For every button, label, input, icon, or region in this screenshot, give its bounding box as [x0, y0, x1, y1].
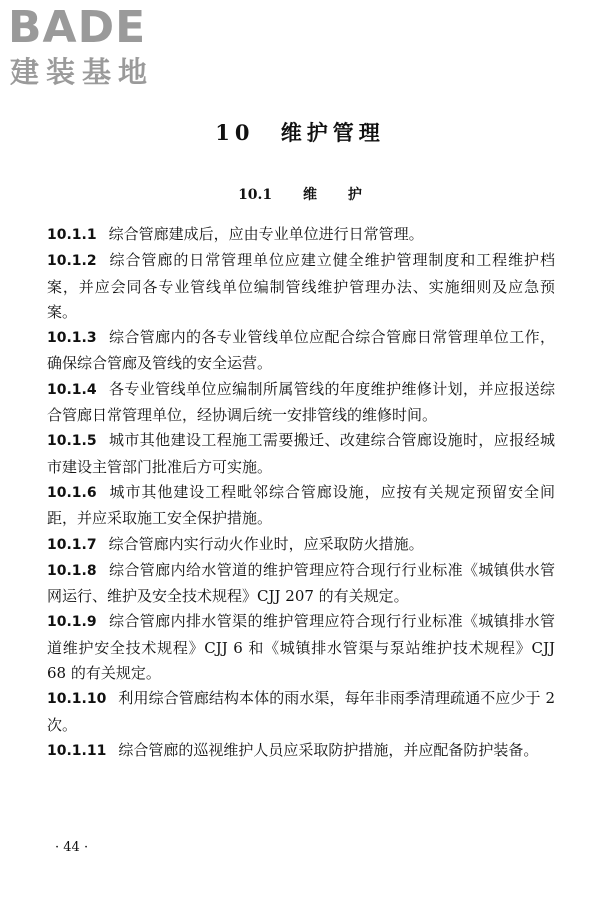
clause-text: 综合管廊的巡视维护人员应采取防护措施，并应配备防护装备。 — [118, 740, 539, 759]
clause-text: 各专业管线单位应编制所属管线的年度维护维修计划，并应报送综合管廊日常管理单位，经协调后统一安排管线的维修时间。 — [47, 379, 555, 425]
watermark-logo — [8, 2, 154, 90]
clause-10-1-8 — [47, 558, 555, 610]
clause-text: 综合管廊的日常管理单位应建立健全维护管理制度和工程维护档案，并应会同各专业管线单位编制管线维护管理办法、实施细则及应急预案。 — [47, 251, 555, 321]
clause-text: 综合管廊内实行动火作业时，应采取防火措施。 — [108, 534, 424, 553]
clause-number: 10.1.3 — [47, 330, 97, 347]
section-title: 10.1 维 护 — [238, 187, 362, 203]
clause-number: 10.1.10 — [47, 691, 107, 708]
chapter-title: 10 维护管理 — [215, 120, 385, 145]
clause-number: 10.1.4 — [47, 381, 97, 398]
clause-text: 综合管廊内的各专业管线单位应配合综合管廊日常管理单位工作，确保综合管廊及管线的安全运营。 — [47, 328, 555, 373]
clause-number: 10.1.5 — [47, 433, 97, 450]
clause-number: 10.1.9 — [47, 614, 97, 631]
clause-10-1-5 — [47, 428, 555, 480]
clause-text: 综合管廊建成后，应由专业单位进行日常管理。 — [108, 225, 424, 243]
clause-number: 10.1.11 — [47, 742, 107, 759]
clause-number: 10.1.7 — [47, 536, 97, 553]
logo-cjk-text: 建装基地 — [10, 55, 155, 89]
clause-10-1-6 — [47, 480, 555, 532]
clause-10-1-9 — [47, 609, 555, 686]
logo-latin-text: BADE — [8, 2, 147, 53]
clause-text: 综合管廊内给水管道的维护管理应符合现行行业标准《城镇供水管网运行、维护及安全技术规程》CJJ 207 的有关规定。 — [47, 560, 555, 606]
clause-10-1-7 — [47, 532, 555, 558]
clause-list — [47, 222, 555, 764]
clause-number: 10.1.6 — [47, 484, 97, 501]
clause-10-1-2 — [47, 248, 555, 325]
clause-text: 综合管廊内排水管渠的维护管理应符合现行行业标准《城镇排水管道维护安全技术规程》CJJ 6 和《城镇排水管渠与泵站维护技术规程》CJJ 68 的有关规定。 — [47, 612, 555, 683]
page-number: · 44 · — [55, 840, 89, 855]
clause-number: 10.1.1 — [47, 227, 97, 243]
clause-text: 城市其他建设工程施工需要搬迁、改建综合管廊设施时，应报经城市建设主管部门批准后方可实施。 — [47, 431, 555, 476]
clause-10-1-10 — [47, 686, 555, 738]
clause-number: 10.1.2 — [47, 253, 97, 270]
clause-10-1-3 — [47, 325, 555, 377]
clause-10-1-11 — [47, 738, 555, 764]
clause-text: 城市其他建设工程毗邻综合管廊设施，应按有关规定预留安全间距，并应采取施工安全保护措施。 — [47, 482, 555, 528]
clause-text: 利用综合管廊结构本体的雨水渠，每年非雨季清理疏通不应少于 2 次。 — [47, 689, 555, 734]
clause-10-1-1 — [47, 222, 555, 248]
clause-10-1-4 — [47, 377, 555, 429]
clause-number: 10.1.8 — [47, 562, 97, 579]
